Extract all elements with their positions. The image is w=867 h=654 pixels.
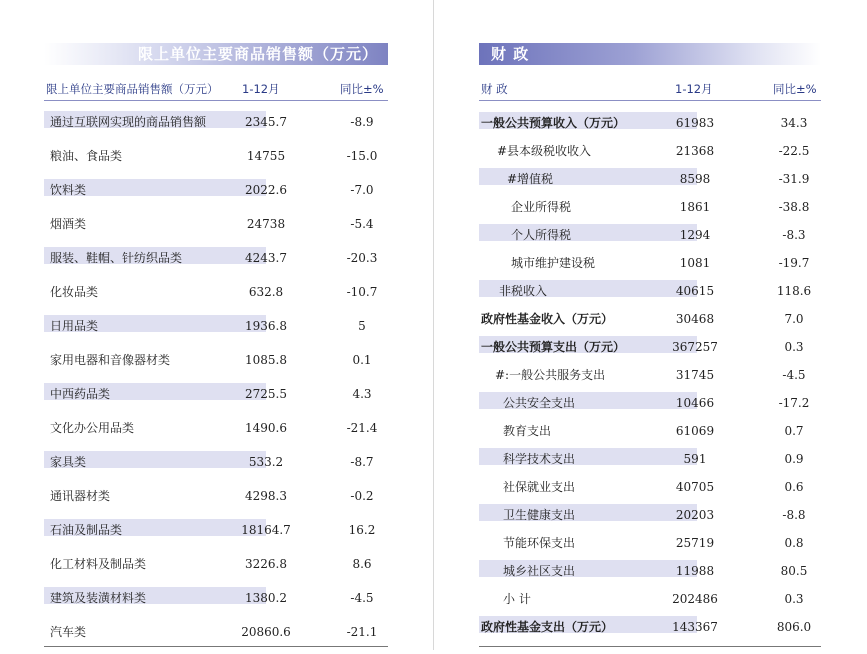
row-label: 化工材料及制品类 [50,557,147,571]
row-value-change: -31.9 [778,172,810,186]
row-label: 节能环保支出 [503,536,576,550]
row-value-change: 0.8 [784,536,804,550]
row-label: 石油及制品类 [50,523,123,537]
table-row [479,363,821,391]
row-label: 汽车类 [50,625,87,639]
header-divider [44,100,388,101]
row-value-change: 0.6 [784,480,804,494]
row-label: 城乡社区支出 [503,564,576,578]
table-row [479,447,821,475]
table-row [44,144,388,178]
row-label: 政府性基金收入（万元） [481,312,614,326]
row-label: 建筑及装潢材料类 [50,591,147,605]
row-value-change: -38.8 [778,200,810,214]
table-row [479,223,821,251]
table-row [479,587,821,615]
row-value-change: -7.0 [350,183,374,197]
row-value-period: 533.2 [248,455,284,469]
table-header [44,78,388,98]
table-row [44,484,388,518]
row-value-change: -4.5 [782,368,806,382]
header-divider [479,100,821,101]
row-label: 饮料类 [50,183,87,197]
row-value-period: 4298.3 [245,489,287,503]
row-value-period: 1490.6 [245,421,287,435]
row-label: 家用电器和音像器材类 [50,353,171,367]
row-value-period: 1085.8 [245,353,287,367]
row-value-change: -8.8 [782,508,806,522]
row-label: 家具类 [50,455,87,469]
row-value-period: 1081 [679,256,711,270]
row-value-change: 7.0 [784,312,804,326]
row-value-change: -22.5 [778,144,810,158]
row-label: 企业所得税 [511,200,572,214]
section-title-bar [44,43,388,65]
row-value-change: 5 [358,319,366,333]
section-title: 财 政 [491,45,530,63]
page-gutter [433,0,434,650]
table-row [479,139,821,167]
row-value-period: 4243.7 [245,251,287,265]
table-row [479,503,821,531]
row-label: 粮油、食品类 [50,149,123,163]
row-value-change: 0.7 [784,424,804,438]
row-value-period: 143367 [672,620,718,634]
row-value-change: -0.2 [350,489,374,503]
row-value-period: 11988 [675,564,715,578]
row-label: 化妆品类 [50,285,99,299]
table-row [479,251,821,279]
table-row [44,110,388,144]
row-value-period: 31745 [675,368,715,382]
row-label: 政府性基金支出（万元） [481,620,614,634]
row-value-change: -19.7 [778,256,810,270]
row-label: 小 计 [503,592,531,606]
row-value-change: 16.2 [348,523,376,537]
row-value-period: 20203 [675,508,715,522]
table-header [479,78,821,98]
table-row [44,552,388,586]
table-row [44,450,388,484]
retail-table-body [44,110,388,654]
row-value-change: -8.9 [350,115,374,129]
table-row [44,178,388,212]
row-label: 通过互联网实现的商品销售额 [50,115,207,129]
row-value-change: 0.3 [784,592,804,606]
row-value-period: 202486 [672,592,718,606]
finance-table-body [479,111,821,643]
row-value-period: 10466 [675,396,715,410]
column-header-period: 1-12月 [242,82,280,96]
row-value-period: 18164.7 [241,523,291,537]
row-value-period: 1380.2 [245,591,287,605]
row-value-period: 591 [683,452,707,466]
row-value-period: 1294 [679,228,711,242]
row-label: #:一般公共服务支出 [495,368,606,382]
row-label: 科学技术支出 [503,452,576,466]
row-label: 一般公共预算支出（万元） [481,340,626,354]
row-value-change: 0.3 [784,340,804,354]
row-label: 服装、鞋帽、针纺织品类 [50,251,183,265]
table-row [479,195,821,223]
table-row [44,348,388,382]
column-header-item: 财 政 [481,82,508,96]
row-value-change: -21.4 [346,421,378,435]
row-value-period: 1936.8 [245,319,287,333]
row-label: 通讯器材类 [50,489,111,503]
table-row [44,246,388,280]
table-bottom-rule [44,646,388,647]
row-value-period: 632.8 [248,285,284,299]
row-value-change: 806.0 [776,620,812,634]
table-row [479,307,821,335]
row-label: #增值税 [507,172,554,186]
section-title: 限上单位主要商品销售额（万元） [137,45,378,63]
row-value-period: 21368 [675,144,715,158]
row-value-period: 14755 [246,149,286,163]
row-label: 一般公共预算收入（万元） [481,116,626,130]
row-value-period: 2345.7 [245,115,287,129]
row-value-period: 2022.6 [245,183,287,197]
row-value-period: 61069 [675,424,715,438]
table-row [479,531,821,559]
row-label: #县本级税收收入 [497,144,592,158]
table-row [479,111,821,139]
row-value-change: -8.3 [782,228,806,242]
table-row [479,167,821,195]
row-value-change: -15.0 [346,149,378,163]
row-value-period: 20860.6 [241,625,291,639]
row-label: 教育支出 [503,424,552,438]
table-row [44,586,388,620]
row-label: 烟酒类 [50,217,87,231]
row-label: 社保就业支出 [503,480,576,494]
row-value-period: 24738 [246,217,286,231]
table-row [44,280,388,314]
row-label: 卫生健康支出 [503,508,576,522]
row-value-change: 0.1 [352,353,372,367]
table-row [479,279,821,307]
table-row [479,391,821,419]
table-row [479,615,821,643]
table-bottom-rule [479,646,821,647]
row-label: 公共安全支出 [503,396,576,410]
table-row [479,475,821,503]
row-label: 日用品类 [50,319,99,333]
row-value-change: 118.6 [776,284,812,298]
row-value-change: 4.3 [352,387,372,401]
column-header-change: 同比±% [773,82,817,96]
row-value-period: 2725.5 [245,387,287,401]
row-value-change: -5.4 [350,217,374,231]
row-value-period: 1861 [679,200,711,214]
row-value-change: -17.2 [778,396,810,410]
column-header-period: 1-12月 [675,82,713,96]
table-row [44,416,388,450]
row-value-period: 8598 [679,172,711,186]
section-title-bar [479,43,821,65]
column-header-change: 同比±% [340,82,384,96]
row-label: 文化办公用品类 [50,421,135,435]
row-value-change: -21.1 [346,625,378,639]
row-value-period: 367257 [672,340,718,354]
table-row [479,419,821,447]
table-row [44,314,388,348]
row-value-change: 80.5 [780,564,808,578]
row-value-change: -20.3 [346,251,378,265]
row-value-change: -10.7 [346,285,378,299]
column-header-item: 限上单位主要商品销售额（万元） [46,82,219,96]
row-value-change: 34.3 [780,116,808,130]
row-value-period: 3226.8 [245,557,287,571]
table-row [44,620,388,654]
row-value-period: 61983 [675,116,715,130]
table-row [479,335,821,363]
row-value-period: 40705 [675,480,715,494]
row-value-change: -8.7 [350,455,374,469]
row-value-period: 30468 [675,312,715,326]
table-row [44,382,388,416]
row-value-period: 25719 [675,536,715,550]
row-value-period: 40615 [675,284,715,298]
row-label: 个人所得税 [511,228,572,242]
table-row [44,212,388,246]
row-label: 非税收入 [499,284,548,298]
row-value-change: -4.5 [350,591,374,605]
row-label: 中西药品类 [50,387,111,401]
row-label: 城市维护建设税 [511,256,596,270]
table-row [44,518,388,552]
table-row [479,559,821,587]
row-value-change: 8.6 [352,557,372,571]
row-value-change: 0.9 [784,452,804,466]
